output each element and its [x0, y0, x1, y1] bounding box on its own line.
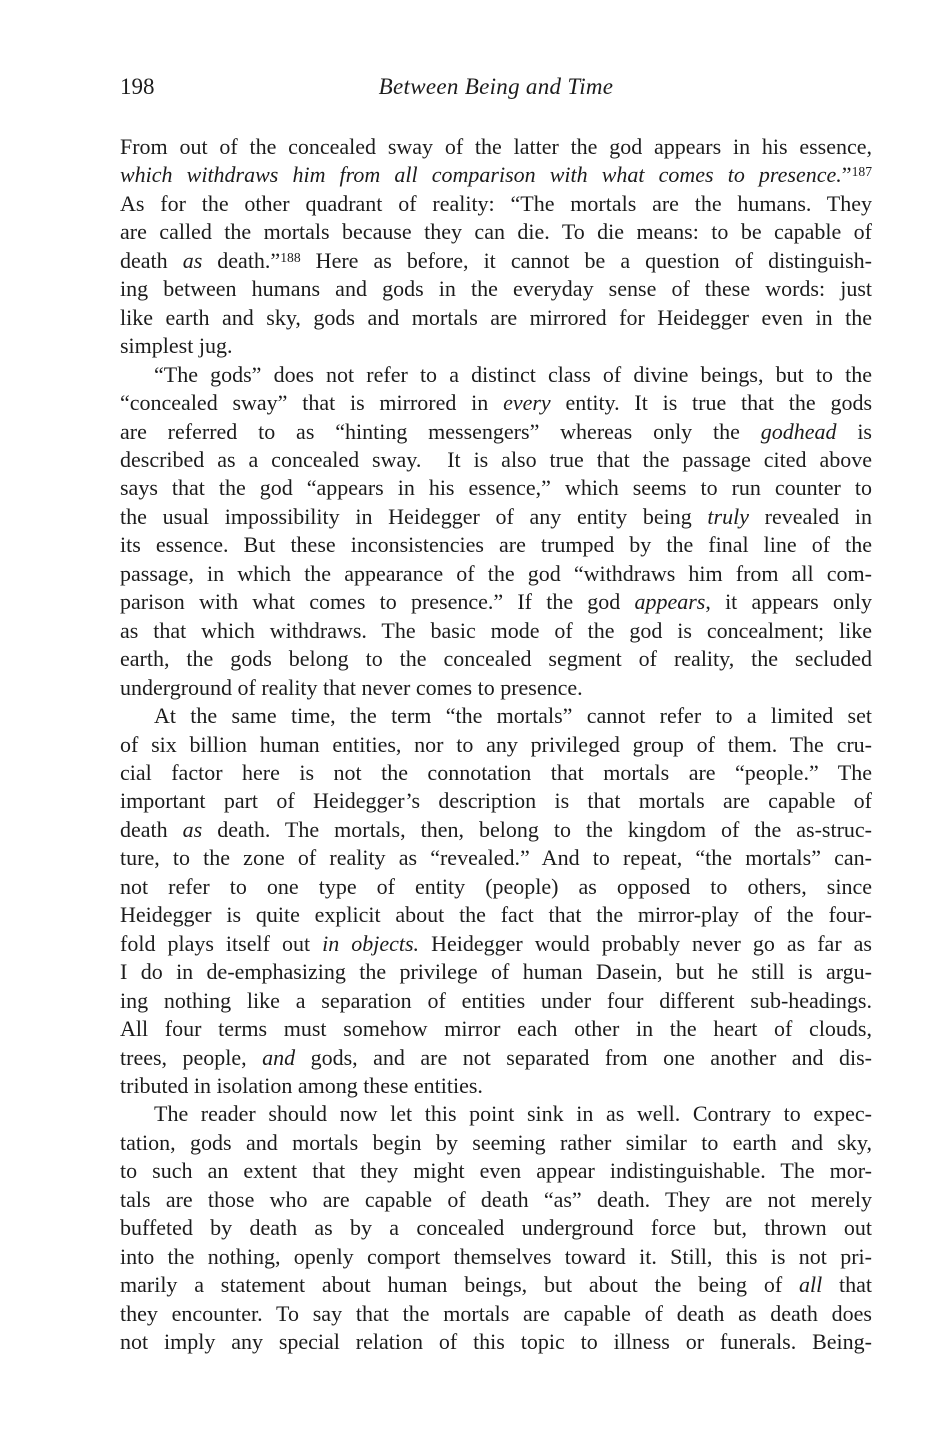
text-line: [120, 474, 872, 502]
italic-text: every: [503, 390, 551, 416]
text-segment: not refer to one type of entity (people) as opposed to others, since: [120, 873, 872, 899]
text-segment: , it appears only: [705, 589, 872, 615]
text-segment: not imply any special relation of this topic to illness or funerals. Being-: [120, 1329, 872, 1355]
text-segment: From out of the concealed sway of the latter the god appears in his essence,: [120, 134, 872, 159]
text-line: [120, 1243, 872, 1271]
text-segment: “The gods” does not refer to a distinct class of divine beings, but to the: [154, 361, 872, 387]
text-segment: that: [822, 1272, 872, 1298]
text-line: [120, 588, 872, 616]
text-segment: trees, people,: [120, 1044, 263, 1070]
text-line: [120, 1300, 872, 1328]
text-line: [120, 389, 872, 417]
page-number: 198: [120, 74, 155, 99]
text-segment: described as a concealed sway. It is also true that the passage cited above: [120, 446, 872, 472]
italic-text: as: [182, 816, 203, 842]
text-line: [120, 674, 872, 702]
footnote-reference: 187: [851, 164, 872, 180]
text-line: [120, 247, 872, 275]
text-segment: passage, in which the appearance of the god “withdraws him from all com-: [120, 560, 872, 586]
text-segment: death: [120, 247, 183, 273]
footnote-reference: 188: [280, 249, 301, 265]
text-line: [120, 1015, 872, 1043]
text-segment: to such an extent that they might even appear indistinguishable. The mor-: [120, 1158, 872, 1184]
italic-text: in objects.: [322, 930, 420, 956]
italic-text: truly: [707, 503, 749, 529]
text-line: [120, 418, 872, 446]
text-line: [120, 332, 872, 360]
text-segment: fold plays itself out: [120, 930, 323, 956]
text-line: [120, 759, 872, 787]
text-line: [120, 617, 872, 645]
text-segment: ing nothing like a separation of entities under four different sub-headings.: [120, 987, 872, 1013]
text-line: [120, 1100, 872, 1128]
italic-text: and: [262, 1044, 296, 1070]
text-line: [120, 844, 872, 872]
text-segment: As for the other quadrant of reality: “The mortals are the humans. They: [120, 190, 872, 216]
text-line: [120, 275, 872, 303]
italic-text: godhead: [760, 418, 837, 444]
text-segment: parison with what comes to presence.” If the god: [120, 589, 635, 615]
text-line: [120, 1072, 872, 1100]
text-line: [120, 361, 872, 389]
text-line: [120, 1129, 872, 1157]
text-segment: its essence. But these inconsistencies are trumped by the final line of the: [120, 532, 872, 558]
text-segment: earth, the gods belong to the concealed segment of reality, the secluded: [120, 646, 872, 672]
text-line: [120, 987, 872, 1015]
text-segment: Heidegger is quite explicit about the fact that the mirror-play of the four-: [120, 902, 872, 928]
text-line: [120, 1328, 872, 1356]
text-segment: tals are those who are capable of death “as” death. They are not merely: [120, 1186, 872, 1212]
running-title: Between Being and Time: [378, 74, 614, 99]
text-line: [120, 304, 872, 332]
text-segment: says that the god “appears in his essence,” which seems to run counter to: [120, 475, 872, 501]
text-segment: marily a statement about human beings, but about the being of: [120, 1272, 799, 1298]
text-line: [120, 446, 872, 474]
text-line: [120, 560, 872, 588]
text-segment: like earth and sky, gods and mortals are mirrored for Heidegger even in the: [120, 304, 872, 330]
text-segment: revealed in: [748, 503, 872, 529]
text-segment: are called the mortals because they can die. To die means: to be capable of: [120, 219, 872, 245]
text-segment: The reader should now let this point sink in as well. Contrary to expec-: [154, 1101, 872, 1127]
text-line: [120, 873, 872, 901]
text-line: [120, 218, 872, 246]
text-segment: tributed in isolation among these entities.: [120, 1072, 483, 1098]
text-segment: they encounter. To say that the mortals are capable of death as death does: [120, 1300, 872, 1326]
text-segment: Here as before, it cannot be a question of distinguish-: [300, 247, 872, 273]
text-segment: important part of Heidegger’s description is that mortals are capable of: [120, 788, 872, 814]
text-line: [120, 901, 872, 929]
text-line: [120, 133, 872, 161]
text-segment: gods, and are not separated from one another and dis-: [295, 1044, 872, 1070]
body-text: [120, 133, 872, 1356]
text-segment: the usual impossibility in Heidegger of any entity being: [120, 503, 708, 529]
text-line: [120, 161, 872, 189]
text-line: [120, 1214, 872, 1242]
text-segment: underground of reality that never comes to presence.: [120, 674, 583, 700]
text-line: [120, 1044, 872, 1072]
text-segment: ”: [841, 162, 852, 188]
text-segment: death: [120, 816, 183, 842]
text-line: [120, 702, 872, 730]
text-line: [120, 731, 872, 759]
text-line: [120, 958, 872, 986]
text-line: [120, 190, 872, 218]
text-segment: ing between humans and gods in the everyday sense of these words: just: [120, 276, 872, 302]
text-line: [120, 787, 872, 815]
text-segment: death. The mortals, then, belong to the kingdom of the as-struc-: [202, 816, 872, 842]
text-line: [120, 1271, 872, 1299]
text-segment: I do in de-emphasizing the privilege of human Dasein, but he still is argu-: [120, 959, 872, 985]
text-segment: entity. It is true that the gods: [550, 390, 873, 416]
italic-text: all: [798, 1272, 823, 1298]
text-segment: death.”: [202, 247, 281, 273]
text-line: [120, 645, 872, 673]
text-line: [120, 816, 872, 844]
text-segment: “concealed sway” that is mirrored in: [120, 390, 504, 416]
italic-text: as: [182, 247, 203, 273]
text-line: [120, 1157, 872, 1185]
text-segment: simplest jug.: [120, 333, 233, 359]
text-segment: of six billion human entities, nor to any privileged group of them. The cru-: [120, 731, 872, 757]
text-segment: into the nothing, openly comport themselves toward it. Still, this is not pri-: [120, 1243, 872, 1269]
text-segment: are referred to as “hinting messengers” whereas only the: [120, 418, 761, 444]
text-segment: buffeted by death as by a concealed underground force but, thrown out: [120, 1215, 872, 1241]
italic-text: which withdraws him from all comparison with what comes to presence.: [120, 162, 842, 188]
text-segment: is: [836, 418, 872, 444]
text-line: [120, 930, 872, 958]
text-segment: At the same time, the term “the mortals” cannot refer to a limited set: [154, 703, 872, 729]
text-line: [120, 531, 872, 559]
text-segment: Heidegger would probably never go as far as: [419, 930, 872, 956]
text-segment: ture, to the zone of reality as “revealed.” And to repeat, “the mortals” can-: [120, 845, 872, 871]
text-segment: tation, gods and mortals begin by seeming rather similar to earth and sky,: [120, 1129, 872, 1155]
text-segment: as that which withdraws. The basic mode of the god is concealment; like: [120, 617, 872, 643]
text-line: [120, 503, 872, 531]
italic-text: appears: [634, 589, 706, 615]
page-header: [120, 72, 872, 102]
text-segment: cial factor here is not the connotation that mortals are “people.” The: [120, 759, 872, 785]
text-segment: All four terms must somehow mirror each other in the heart of clouds,: [120, 1016, 872, 1042]
text-line: [120, 1186, 872, 1214]
